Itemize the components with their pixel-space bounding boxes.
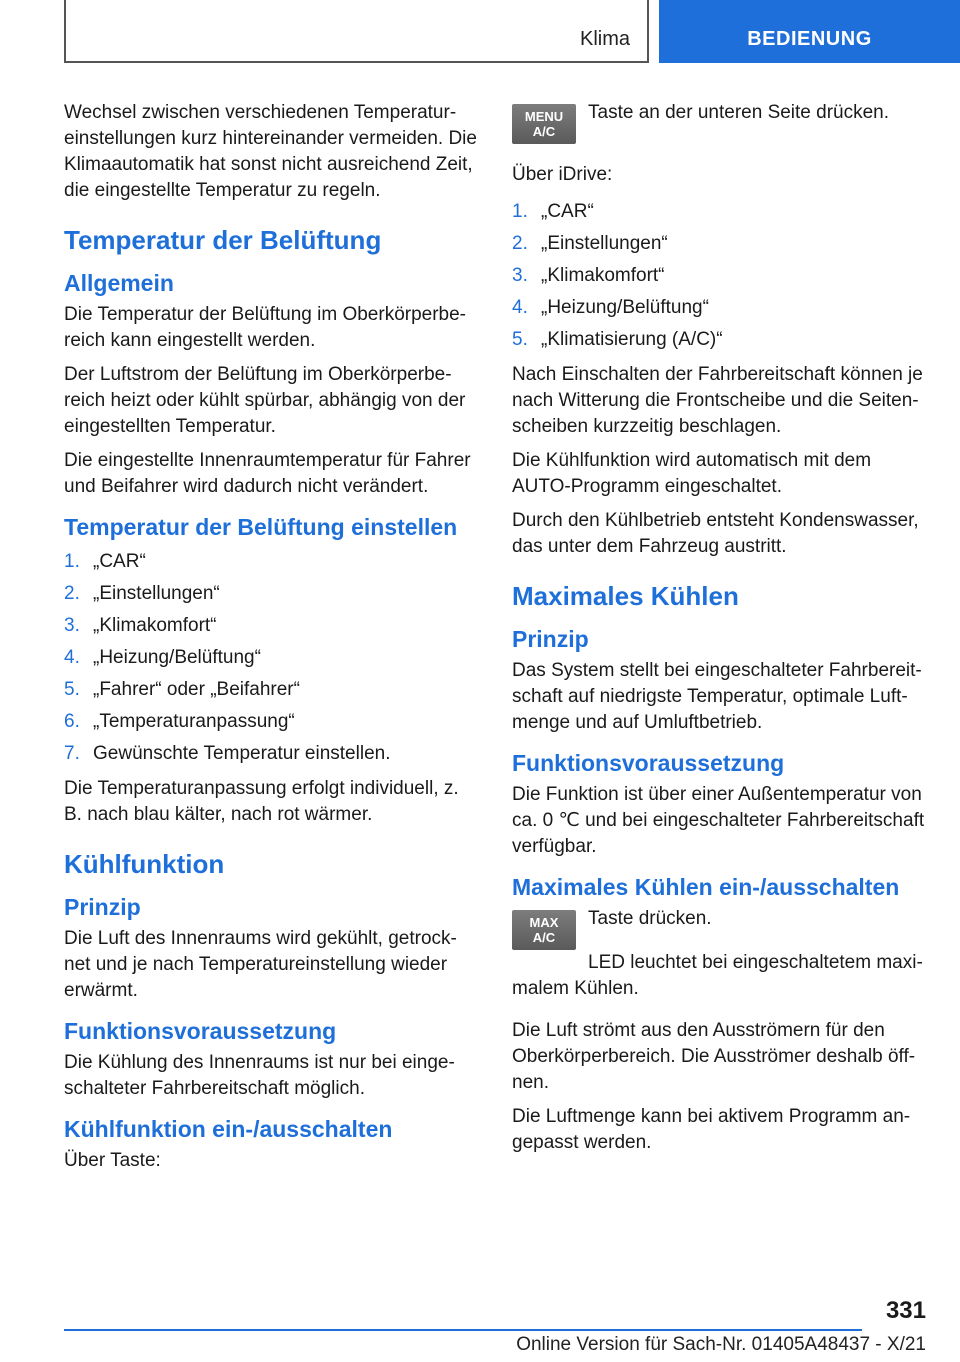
step-number: 4. xyxy=(512,297,528,318)
paragraph-voraussetzung: Die Kühlung des Innenraums ist nur bei einge-schalteter Fahrbereitschaft möglich. xyxy=(64,1052,455,1099)
list-item xyxy=(64,610,478,642)
paragraph-allgemein-2: Der Luftstrom der Belüftung im Oberkörperbe-reich heizt oder kühlt spürbar, abhängig von der eingestellten Temperatur. xyxy=(64,364,466,437)
chapter-title: Klima xyxy=(579,28,630,50)
step-text: Gewünschte Temperatur einstellen. xyxy=(93,743,391,764)
paragraph-kondenswasser: Durch den Kühlbetrieb entsteht Kondenswasser, das unter dem Fahrzeug austritt. xyxy=(512,510,919,557)
step-text: „Einstellungen“ xyxy=(93,583,220,604)
menu-icon-label: MENU xyxy=(524,109,564,124)
paragraph-luft: Die Luft strömt aus den Ausströmern für den Oberkörperbereich. Die Ausströmer deshalb öff-nen. xyxy=(512,1020,916,1093)
step-number: 1. xyxy=(64,551,80,572)
list-item xyxy=(64,546,478,578)
paragraph-anpassung: Die Temperaturanpassung erfolgt individuell, z. B. nach blau kälter, nach rot wärmer. xyxy=(64,778,459,825)
steps-list-einstellen xyxy=(64,546,478,770)
step-number: 5. xyxy=(512,329,528,350)
paragraph-taste-druecken: Taste drücken. xyxy=(588,908,712,929)
step-number: 3. xyxy=(512,265,528,286)
left-column xyxy=(64,100,478,1182)
step-number: 1. xyxy=(512,201,528,222)
paragraph-auto: Die Kühlfunktion wird automatisch mit dem AUTO-Programm eingeschaltet. xyxy=(512,450,872,497)
step-number: 2. xyxy=(64,583,80,604)
paragraph-led: LED leuchtet bei eingeschaltetem maxi-malem Kühlen. xyxy=(512,952,923,999)
list-item xyxy=(512,196,928,228)
step-text: „Temperaturanpassung“ xyxy=(93,711,295,732)
list-item xyxy=(64,674,478,706)
paragraph-allgemein-1: Die Temperatur der Belüftung im Oberkörperbe-reich kann eingestellt werden. xyxy=(64,304,467,351)
heading-prinzip: Prinzip xyxy=(512,626,589,652)
max-ac-text xyxy=(588,906,712,936)
paragraph-idrive: Über iDrive: xyxy=(512,164,613,185)
list-item xyxy=(64,706,478,738)
list-item xyxy=(512,260,928,292)
step-text: „Klimatisierung (A/C)“ xyxy=(541,329,723,350)
step-text: „CAR“ xyxy=(93,551,146,572)
right-column xyxy=(512,100,928,1164)
list-item xyxy=(512,324,928,356)
paragraph-allgemein-3: Die eingestellte Innenraumtemperatur für Fahrer und Beifahrer wird dadurch nicht verändert. xyxy=(64,450,471,497)
ac-icon-label: A/C xyxy=(532,930,556,945)
step-number: 6. xyxy=(64,711,80,732)
step-text: „Klimakomfort“ xyxy=(93,615,217,636)
heading-prinzip: Prinzip xyxy=(64,894,141,920)
max-icon-label: MAX xyxy=(529,915,559,930)
step-text: „CAR“ xyxy=(541,201,594,222)
list-item xyxy=(64,642,478,674)
menu-ac-button-icon xyxy=(512,104,576,144)
step-number: 4. xyxy=(64,647,80,668)
step-number: 2. xyxy=(512,233,528,254)
step-number: 7. xyxy=(64,743,80,764)
footer-divider xyxy=(64,1329,862,1331)
heading-maximales-kuehlen: Maximales Kühlen xyxy=(512,581,739,611)
step-number: 3. xyxy=(64,615,80,636)
paragraph-ueber-taste: Über Taste: xyxy=(64,1150,161,1171)
step-number: 5. xyxy=(64,679,80,700)
heading-kuehlfunktion-ein-aus: Kühlfunktion ein-/ausschalten xyxy=(64,1116,393,1142)
paragraph-menu-taste: Taste an der unteren Seite drücken. xyxy=(588,102,890,123)
step-text: „Heizung/Belüftung“ xyxy=(541,297,709,318)
step-text: „Einstellungen“ xyxy=(541,233,668,254)
heading-max-ein-aus: Maximales Kühlen ein-/ausschalten xyxy=(512,874,900,900)
heading-allgemein: Allgemein xyxy=(64,270,174,296)
paragraph-luftmenge: Die Luftmenge kann bei aktivem Programm an-gepasst werden. xyxy=(512,1106,911,1153)
paragraph-voraussetzung: Die Funktion ist über einer Außentemperatur von ca. 0 ℃ und bei eingeschalteter Fahrbereitschaft verfügbar. xyxy=(512,784,925,857)
max-ac-instruction xyxy=(512,906,928,1002)
paragraph-prinzip: Die Luft des Innenraums wird gekühlt, getrock-net und je nach Temperatureinstellung wieder erwärmt. xyxy=(64,928,457,1001)
list-item xyxy=(512,292,928,324)
footer-online-version: Online Version für Sach-Nr. 01405A48437 - X/21 xyxy=(516,1334,926,1355)
max-ac-button-icon xyxy=(512,910,576,950)
heading-kuehlfunktion: Kühlfunktion xyxy=(64,849,225,879)
header-frame xyxy=(64,0,649,63)
menu-ac-instruction xyxy=(512,100,928,144)
list-item xyxy=(64,578,478,610)
steps-list-idrive xyxy=(512,196,928,356)
heading-temperatur-belueftung: Temperatur der Belüftung xyxy=(64,225,382,255)
step-text: „Fahrer“ oder „Beifahrer“ xyxy=(93,679,300,700)
list-item xyxy=(64,738,478,770)
step-text: „Heizung/Belüftung“ xyxy=(93,647,261,668)
heading-funktionsvoraussetzung: Funktionsvoraussetzung xyxy=(64,1018,337,1044)
list-item xyxy=(512,228,928,260)
heading-funktionsvoraussetzung: Funktionsvoraussetzung xyxy=(512,750,785,776)
paragraph-einschalten: Nach Einschalten der Fahrbereitschaft können je nach Witterung die Frontscheibe und die Seiten-scheiben kurzzeitig beschlagen. xyxy=(512,364,923,437)
section-tab: BEDIENUNG xyxy=(659,0,960,63)
intro-paragraph: Wechsel zwischen verschiedenen Temperatur-einstellungen kurz hintereinander vermeiden. Die Klimaautomatik hat sonst nicht ausreichend Zeit, die eingestellte Temperatur zu regeln. xyxy=(64,102,477,201)
page-number: 331 xyxy=(885,1297,926,1324)
step-text: „Klimakomfort“ xyxy=(541,265,665,286)
ac-icon-label: A/C xyxy=(532,124,556,139)
heading-einstellen: Temperatur der Belüftung einstellen xyxy=(64,514,458,540)
paragraph-prinzip: Das System stellt bei eingeschalteter Fahrbereit-schaft auf niedrigste Temperatur, optimale Luft-menge und auf Umluftbetrieb. xyxy=(512,660,922,733)
max-ac-row xyxy=(512,906,928,950)
